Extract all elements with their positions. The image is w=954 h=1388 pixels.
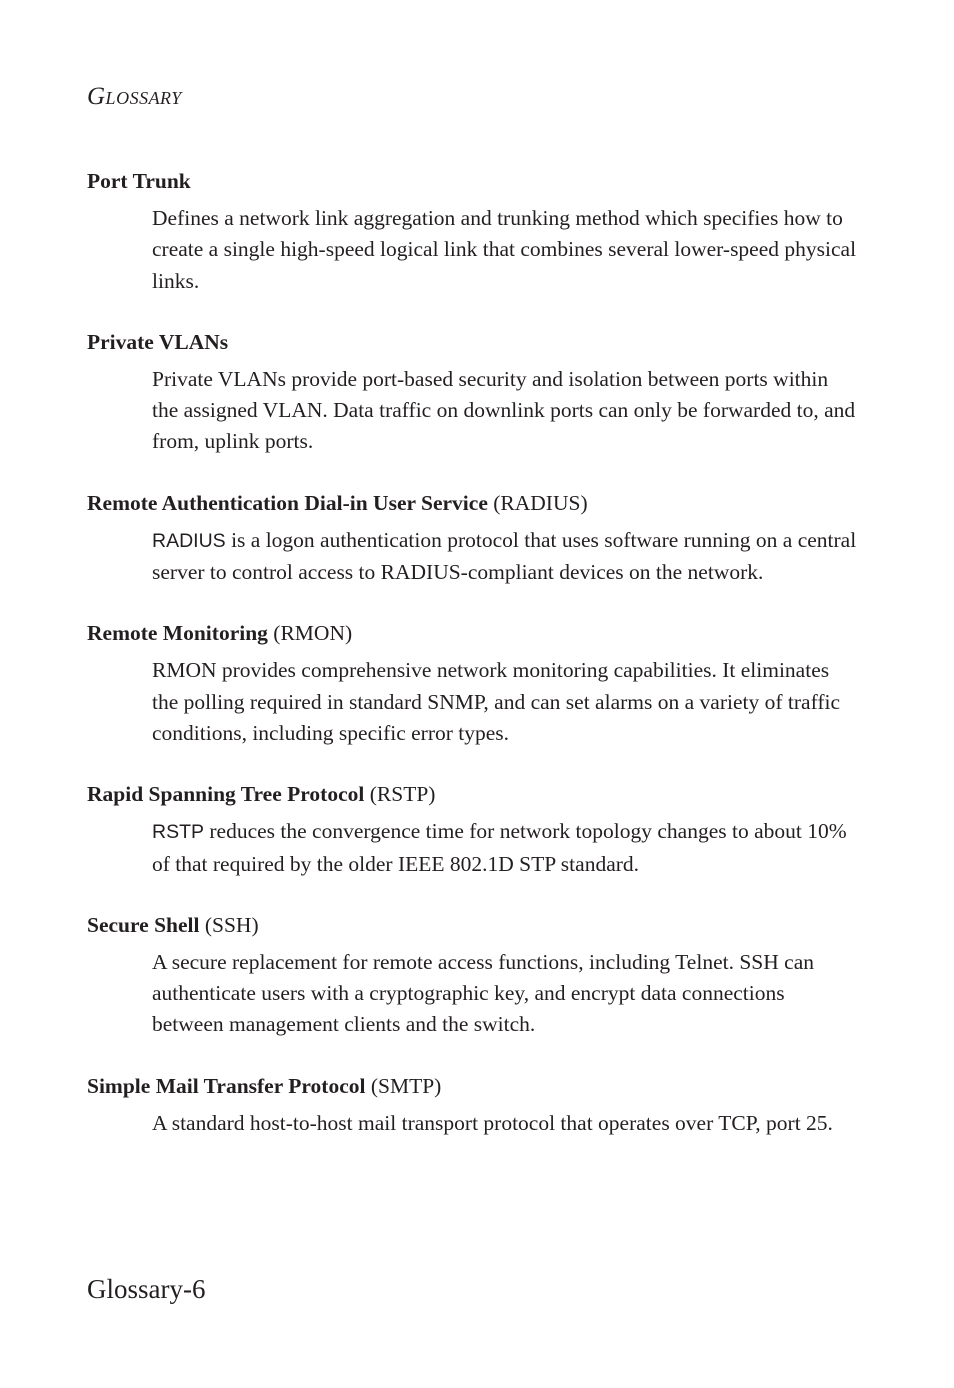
definition-text: Private VLANs provide port-based security and isolation between ports within the assigned VLAN. Data traffic on downlink ports can only be forwarded to, and from, uplink ports. (152, 366, 856, 454)
term-name: Simple Mail Transfer Protocol (87, 1073, 366, 1098)
definition-text: A secure replacement for remote access functions, including Telnet. SSH can authenticate users with a cryptographic key, and encrypt data connections between management clients and the switch. (152, 949, 814, 1037)
definition-text: A standard host-to-host mail transport protocol that operates over TCP, port 25. (152, 1110, 833, 1135)
term-name: Remote Monitoring (87, 621, 268, 646)
glossary-entry-private-vlans (87, 327, 857, 458)
entry-term (87, 327, 857, 358)
entry-definition (152, 203, 857, 297)
term-name: Remote Authentication Dial-in User Service (87, 490, 488, 515)
glossary-entries (87, 166, 857, 1169)
term-abbreviation: (RSTP) (369, 782, 436, 807)
glossary-entry-ssh (87, 910, 857, 1041)
definition-text: Defines a network link aggregation and trunking method which specifies how to create a single high-speed logical link that combines several lower-speed physical links. (152, 206, 857, 293)
term-abbreviation: (SSH) (204, 912, 259, 937)
definition-lead: RSTP (152, 821, 205, 844)
glossary-entry-smtp (87, 1071, 857, 1139)
glossary-entry-radius (87, 488, 857, 589)
entry-term (87, 488, 857, 519)
term-name: Private VLANs (87, 329, 229, 354)
entry-term (87, 1071, 857, 1102)
entry-definition (152, 816, 857, 880)
entry-definition (152, 1108, 857, 1139)
glossary-entry-rstp (87, 779, 857, 880)
glossary-entry-rmon (87, 618, 857, 749)
definition-text: RMON provides comprehensive network monitoring capabilities. It eliminates the polling required in standard SNMP, and can set alarms on a variety of traffic conditions, including specific error types. (152, 658, 841, 745)
entry-definition (152, 947, 857, 1041)
term-abbreviation: (RADIUS) (493, 490, 588, 515)
entry-definition (152, 364, 857, 458)
definition-lead: RADIUS (152, 529, 226, 552)
page-number: Glossary-6 (87, 1274, 206, 1304)
term-abbreviation: (RMON) (273, 621, 353, 646)
term-name: Secure Shell (87, 912, 200, 937)
entry-definition (152, 525, 857, 589)
definition-text: reduces the convergence time for network topology changes to about 10% of that required by the older IEEE 802.1D STP standard. (152, 819, 847, 876)
glossary-entry-port-trunk (87, 166, 857, 297)
term-name: Rapid Spanning Tree Protocol (87, 782, 365, 807)
entry-term (87, 910, 857, 941)
definition-text: is a logon authentication protocol that uses software running on a central server to control access to RADIUS-compliant devices on the network. (152, 527, 857, 585)
entry-definition (152, 655, 857, 749)
entry-term (87, 166, 857, 197)
term-name: Port Trunk (87, 169, 191, 193)
entry-term (87, 618, 857, 649)
entry-term (87, 779, 857, 810)
term-abbreviation: (SMTP) (370, 1073, 442, 1098)
running-header: Glossary (87, 83, 182, 110)
